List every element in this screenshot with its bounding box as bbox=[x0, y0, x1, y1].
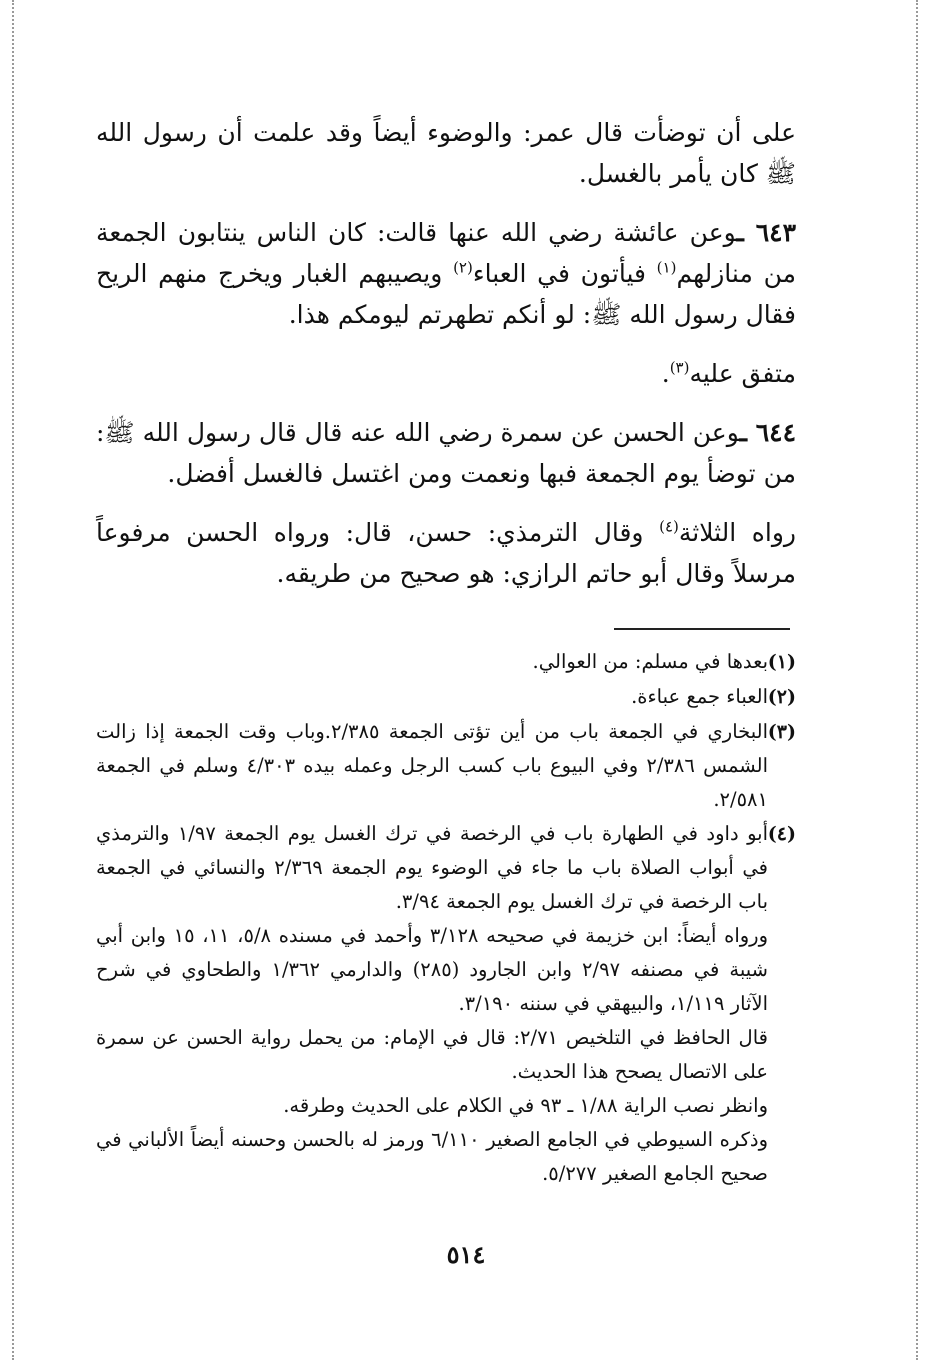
hadith-644 bbox=[96, 412, 796, 494]
attribution-644 bbox=[96, 512, 796, 594]
footnote-4-suyuti-note: وذكره السيوطي في الجامع الصغير ٦/١١٠ ورمز له بالحسن وحسنه أيضاً الألباني في صحيح الجامع الصغير ٥/٢٧٧. bbox=[96, 1128, 768, 1185]
footnote-ref-3: (٣) bbox=[669, 358, 690, 377]
footnote-separator bbox=[614, 628, 790, 630]
scan-edge-right bbox=[916, 0, 918, 1360]
footnote-3 bbox=[96, 715, 796, 817]
attribution-644-text-b: وقال الترمذي: حسن، قال: ورواه الحسن مرفوعاً مرسلاً وقال أبو حاتم الرازي: هو صحيح من طريقه. bbox=[96, 518, 796, 588]
footnote-1-text: بعدها في مسلم: من العوالي. bbox=[532, 650, 768, 673]
scan-edge-left bbox=[12, 0, 14, 1360]
footnote-3-mark: (٣) bbox=[767, 721, 796, 743]
footnote-4 bbox=[96, 817, 796, 919]
footnote-2-mark: (٢) bbox=[767, 686, 796, 708]
hadith-643 bbox=[96, 212, 796, 335]
hadith-643-text-c: ويصيبهم الغبار ويخرج منهم الريح فقال رسول الله ﷺ: لو أنكم تطهرتم ليومكم هذا. bbox=[96, 259, 796, 329]
hadith-number-644: ٦٤٤ ـ bbox=[739, 418, 797, 447]
footnote-2 bbox=[96, 680, 796, 715]
hadith-643-text-a: وعن عائشة رضي الله عنها قالت: كان الناس ينتابون الجمعة من منازلهم bbox=[96, 218, 796, 288]
attribution-644-text-a: رواه الثلاثة bbox=[678, 518, 796, 547]
attribution-643 bbox=[96, 353, 796, 394]
footnote-4-text: أبو داود في الطهارة باب في الرخصة في ترك الغسل يوم الجمعة ١/٩٧ والترمذي في أبواب الصلاة باب ما جاء في الوضوء يوم الجمعة ٢/٣٦٩ والنسائي في الجمعة باب الرخصة في ترك الغسل يوم الجمعة ٣/٩٤. bbox=[96, 822, 768, 913]
footnote-ref-2: (٢) bbox=[453, 258, 473, 277]
footnote-4-other-sources: ورواه أيضاً: ابن خزيمة في صحيحه ٣/١٢٨ وأحمد في مسنده ٥/٨، ١١، ١٥ وابن أبي شيبة في مصنفه ٢/٩٧ وابن الجارود (٢٨٥) والدارمي ١/٣٦٢ والطحاوي في شرح الآثار ١/١١٩، والبيهقي في سننه ٣/١٩٠. bbox=[96, 924, 768, 1015]
hadith-644-text: وعن الحسن عن سمرة رضي الله عنه قال قال رسول الله ﷺ: من توضأ يوم الجمعة فبها ونعمت ومن اغتسل فالغسل أفضل. bbox=[96, 418, 796, 488]
footnote-4-nasb-al-raya: وانظر نصب الراية ١/٨٨ ـ ٩٣ في الكلام على الحديث وطرقه. bbox=[283, 1094, 768, 1117]
page-number: ٥١٤ bbox=[446, 1240, 486, 1269]
attribution-643-end: . bbox=[661, 359, 670, 388]
main-text bbox=[96, 112, 796, 612]
hadith-643-text-b: فيأتون في العباء bbox=[472, 259, 657, 288]
footnote-4-hafiz-note: قال الحافظ في التلخيص ٢/٧١: قال في الإمام: من يحمل رواية الحسن عن سمرة على الاتصال يصحح هذا الحديث. bbox=[96, 1026, 768, 1083]
paragraph-1: على أن توضأت قال عمر: والوضوء أيضاً وقد علمت أن رسول الله ﷺ كان يأمر بالغسل. bbox=[96, 118, 796, 188]
footnote-ref-4: (٤) bbox=[659, 517, 679, 536]
footnote-4-mark: (٤) bbox=[767, 823, 796, 845]
footnotes bbox=[96, 645, 796, 1191]
attribution-643-text: متفق عليه bbox=[689, 359, 796, 388]
footnote-ref-1: (١) bbox=[656, 258, 677, 277]
footnote-2-text: العباء جمع عباءة. bbox=[631, 685, 768, 708]
hadith-number-643: ٦٤٣ ـ bbox=[736, 218, 797, 247]
footnote-1-mark: (١) bbox=[767, 651, 796, 673]
footnote-3-text: البخاري في الجمعة باب من أين تؤتى الجمعة ٢/٣٨٥.وباب وقت الجمعة إذا زالت الشمس ٢/٣٨٦ وفي البيوع باب كسب الرجل وعمله بيده ٤/٣٠٣ وسلم في الجمعة ٢/٥٨١. bbox=[96, 720, 768, 811]
footnote-1 bbox=[96, 645, 796, 680]
